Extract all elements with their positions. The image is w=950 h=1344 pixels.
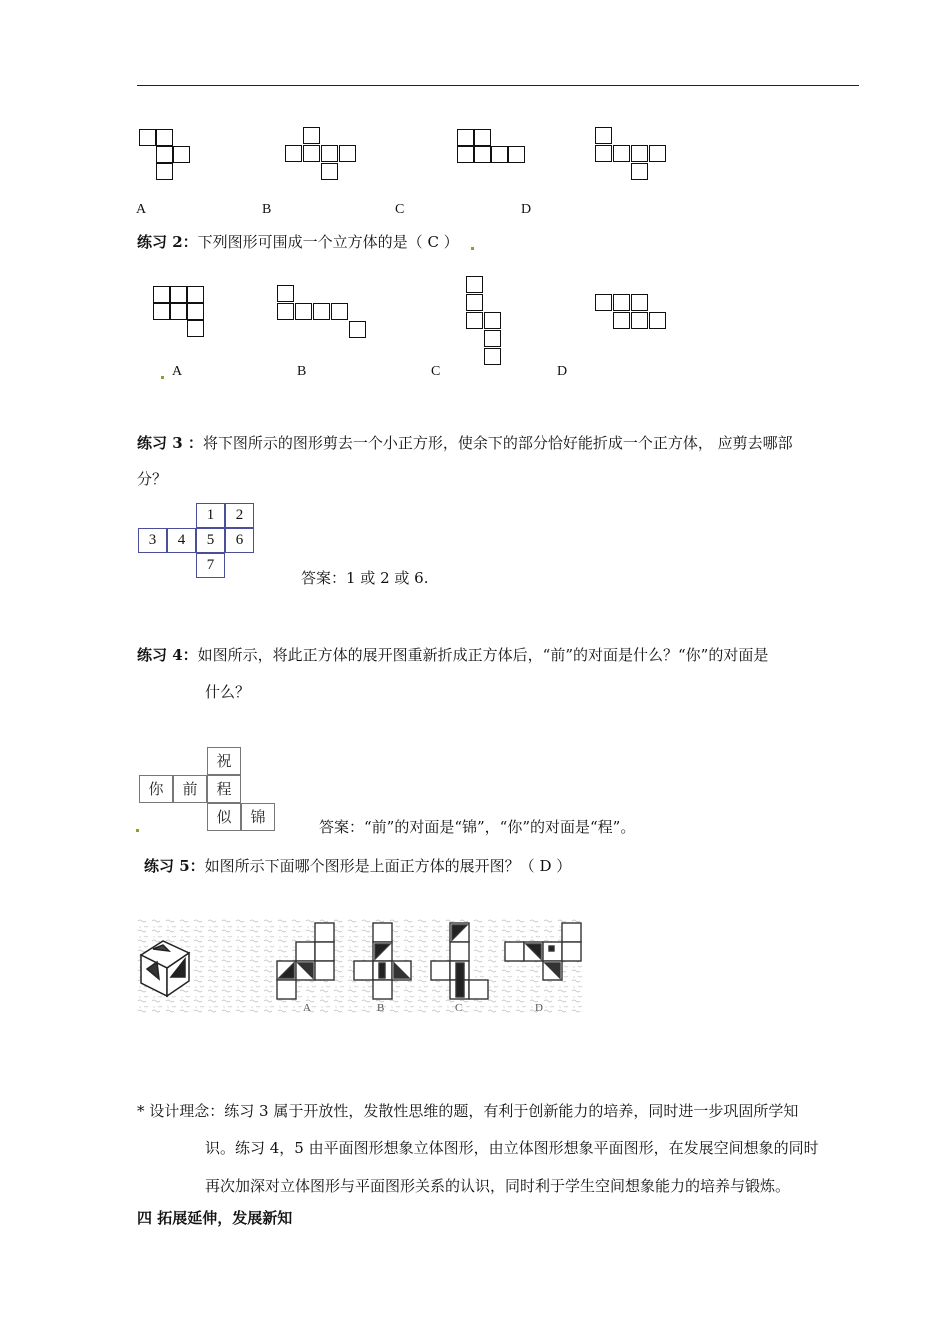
ex5-label-b: B — [377, 1002, 385, 1014]
ex3-cell[interactable]: 5 — [196, 528, 225, 553]
ex3-cell[interactable]: 6 — [225, 528, 254, 553]
ex3-question-line1: 练习 3 ：将下图所示的图形剪去一个小正方形，使余下的部分恰好能折成一个正方体， 应剪去哪部 — [137, 434, 793, 452]
header-rule — [137, 85, 859, 86]
ex4-cell: 锦 — [241, 803, 275, 831]
ex3-cell[interactable]: 7 — [196, 553, 225, 578]
section-4-title: 四 拓展延伸，发展新知 — [137, 1209, 293, 1227]
ex1-label-d: D — [521, 202, 532, 217]
ex5-prefix: 练习 5： — [144, 857, 205, 875]
ex4-cell: 祝 — [207, 747, 241, 775]
ex4-cell: 你 — [139, 775, 173, 803]
ex5-question: 练习 5：如图所示下面哪个图形是上面正方体的展开图？（ D ） — [144, 857, 572, 875]
ex3-cell[interactable]: 3 — [138, 528, 167, 553]
ex5-label-c: C — [455, 1002, 463, 1014]
ex4-cell: 似 — [207, 803, 241, 831]
ex4-prefix: 练习 4： — [137, 646, 198, 664]
ex2-label-c: C — [431, 364, 441, 379]
ex3-question-line2: 分？ — [137, 470, 168, 488]
ex4-cell: 程 — [207, 775, 241, 803]
ex5-scanned-figure — [137, 919, 583, 1014]
ex1-label-c: C — [395, 202, 405, 217]
ex3-cell[interactable]: 4 — [167, 528, 196, 553]
ex2-question-text: 下列图形可围成一个立方体的是（ C ） — [197, 233, 459, 251]
ex3-cell[interactable]: 2 — [225, 503, 254, 528]
ex2-label-b: B — [297, 364, 307, 379]
design-note-line2: 识。练习 4，5 由平面图形想象立体图形，由立体图形想象平面图形，在发展空间想象的同时 — [205, 1139, 819, 1157]
ex1-label-b: B — [262, 202, 272, 217]
ex2-question — [137, 232, 459, 252]
ex4-answer: 答案：“前”的对面是“锦”，“你”的对面是“程”。 — [319, 818, 636, 836]
ex5-label-a: A — [303, 1002, 311, 1014]
ex3-cell[interactable]: 1 — [196, 503, 225, 528]
design-note-line1: * 设计理念：练习 3 属于开放性，发散性思维的题，有利于创新能力的培养，同时进一步巩固所学知 — [137, 1102, 799, 1120]
ex2-prefix: 练习 2： — [137, 233, 198, 251]
ex4-question-line2: 什么？ — [205, 683, 251, 701]
design-note-line3: 再次加深对立体图形与平面图形关系的认识，同时利于学生空间想象能力的培养与锻炼。 — [205, 1177, 791, 1195]
ex2-label-d: D — [557, 364, 568, 379]
ex3-answer: 答案：1 或 2 或 6. — [301, 569, 429, 587]
ex2-label-a: A — [172, 364, 183, 379]
ex1-label-a: A — [136, 202, 147, 217]
ex3-prefix: 练习 3 ： — [137, 434, 203, 452]
ex4-cell: 前 — [173, 775, 207, 803]
ex4-question-line1: 练习 4：如图所示，将此正方体的展开图重新折成正方体后，“前”的对面是什么？“你”的对面是 — [137, 646, 769, 664]
ex5-label-d: D — [535, 1002, 543, 1014]
